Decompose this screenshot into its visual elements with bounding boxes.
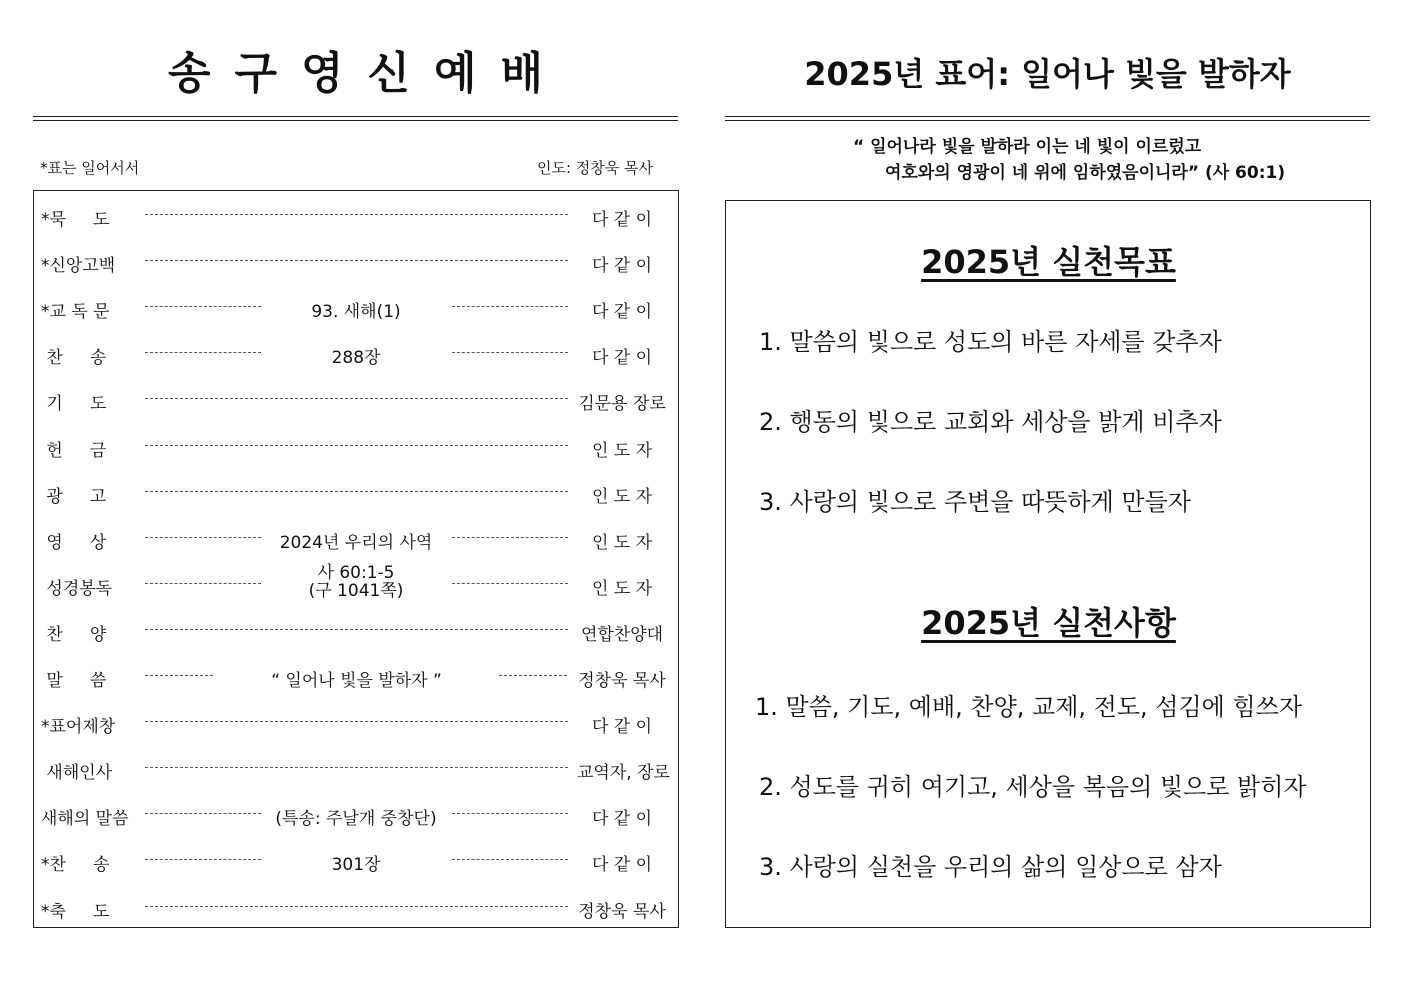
service-item-label: *신앙고백 (41, 256, 116, 277)
service-item-label: 찬 송 (41, 348, 107, 369)
service-item-person: 다 같 이 (591, 210, 653, 230)
service-row (34, 201, 679, 229)
service-item-label: 말 씀 (41, 671, 107, 691)
title-divider (33, 116, 678, 121)
leader-dashes (452, 537, 568, 538)
service-item-label: *교 독 문 (41, 302, 110, 323)
service-row (34, 524, 679, 552)
service-row (34, 293, 679, 321)
service-item-label: 기 도 (41, 394, 107, 415)
leader-dashes (452, 859, 568, 860)
leader-dashes (145, 859, 261, 860)
leader-dashes (145, 491, 568, 492)
service-row (34, 846, 679, 874)
service-item-detail: “ 일어나 빛을 발하자 ” (271, 671, 442, 691)
service-item-label: *축 도 (41, 901, 110, 922)
service-row (34, 247, 679, 275)
practice-box (725, 200, 1371, 928)
service-item-detail: 2024년 우리의 사역 (279, 532, 433, 553)
leader-label: 인도: 정창욱 목사 (537, 159, 654, 177)
goal-item: 2. 행동의 빛으로 교회와 세상을 밝게 비추자 (759, 408, 1222, 436)
service-item-person: 다 같 이 (591, 256, 653, 277)
service-item-detail (274, 564, 438, 600)
leader-dashes (145, 537, 261, 538)
action-item: 2. 성도를 귀히 여기고, 세상을 복음의 빛으로 밝히자 (759, 773, 1307, 801)
scripture-verse (725, 134, 1370, 186)
detail-line: (구 1041쪽) (308, 580, 404, 601)
service-item-person: 인 도 자 (591, 440, 653, 461)
leader-dashes (452, 352, 568, 353)
leader-dashes (145, 583, 261, 584)
service-title: 송구영신예배 (167, 48, 568, 99)
service-item-label: 성경봉독 (41, 578, 113, 599)
leader-dashes (145, 260, 568, 261)
service-item-detail: 93. 새해(1) (311, 302, 401, 323)
leader-dashes (145, 813, 261, 814)
leader-dashes (145, 675, 213, 676)
verse-line-2: 여호와의 영광이 네 위에 임하였음이니라” (사 60:1) (885, 163, 1286, 183)
leader-dashes (145, 352, 261, 353)
service-item-label: 헌 금 (41, 440, 107, 461)
leader-dashes (145, 906, 568, 907)
service-item-label: *묵 도 (41, 210, 110, 230)
leader-dashes (145, 214, 568, 215)
service-item-person: 다 같 이 (591, 302, 653, 323)
service-row (34, 754, 679, 782)
service-item-person: 인 도 자 (591, 578, 653, 599)
goal-item: 3. 사랑의 빛으로 주변을 따뜻하게 만들자 (759, 488, 1191, 516)
service-item-person: 다 같 이 (591, 809, 653, 830)
actions-title: 2025년 실천사항 (921, 604, 1176, 642)
service-item-detail: (특송: 주날개 중창단) (275, 809, 437, 830)
leader-dashes (499, 675, 567, 676)
leader-dashes (145, 306, 261, 307)
service-item-label: 새해의 말씀 (41, 809, 129, 830)
leader-dashes (145, 767, 568, 768)
leader-dashes (452, 306, 568, 307)
motto-title: 2025년 표어: 일어나 빛을 발하자 (804, 55, 1291, 93)
motto-divider (725, 116, 1370, 121)
service-row (34, 893, 679, 921)
service-item-person: 인 도 자 (591, 486, 653, 507)
service-item-detail: 288장 (331, 348, 381, 369)
leader-dashes (452, 813, 568, 814)
leader-dashes (145, 398, 568, 399)
service-item-label: 광 고 (41, 486, 107, 507)
service-row (34, 662, 679, 690)
service-item-person: 인 도 자 (591, 532, 653, 553)
service-row (34, 708, 679, 736)
leader-dashes (452, 583, 568, 584)
service-row (34, 478, 679, 506)
service-row (34, 385, 679, 413)
service-item-person: 교역자, 장로 (577, 763, 670, 784)
service-item-label: *찬 송 (41, 855, 110, 876)
service-item-person: 정창욱 목사 (578, 671, 666, 691)
service-item-person: 김문용 장로 (578, 394, 666, 415)
service-row (34, 616, 679, 644)
goal-item: 1. 말씀의 빛으로 성도의 바른 자세를 갖추자 (759, 328, 1222, 356)
service-row (34, 432, 679, 460)
leader-dashes (145, 629, 568, 630)
goals-title: 2025년 실천목표 (921, 243, 1176, 281)
service-item-label: *표어제창 (41, 717, 116, 738)
leader-dashes (145, 445, 568, 446)
service-item-person: 다 같 이 (591, 717, 653, 738)
order-of-service-box (33, 190, 679, 928)
action-item: 1. 말씀, 기도, 예배, 찬양, 교제, 전도, 섬김에 힘쓰자 (755, 693, 1303, 721)
service-item-label: 찬 양 (41, 624, 107, 645)
detail-line: 사 60:1-5 (317, 562, 395, 583)
service-row (34, 339, 679, 367)
service-item-person: 연합찬양대 (580, 624, 664, 645)
service-item-label: 새해인사 (41, 763, 113, 784)
service-row (34, 800, 679, 828)
service-item-person: 다 같 이 (591, 348, 653, 369)
standing-note: *표는 일어서서 (40, 159, 140, 177)
service-item-person: 다 같 이 (591, 855, 653, 876)
leader-dashes (145, 721, 568, 722)
action-item: 3. 사랑의 실천을 우리의 삶의 일상으로 삼자 (759, 853, 1222, 881)
service-row (34, 562, 679, 601)
service-item-person: 정창욱 목사 (578, 901, 666, 922)
verse-line-1: “ 일어나라 빛을 발하라 이는 네 빛이 이르렀고 (853, 137, 1202, 157)
service-item-detail: 301장 (331, 855, 381, 876)
service-item-label: 영 상 (41, 532, 107, 553)
